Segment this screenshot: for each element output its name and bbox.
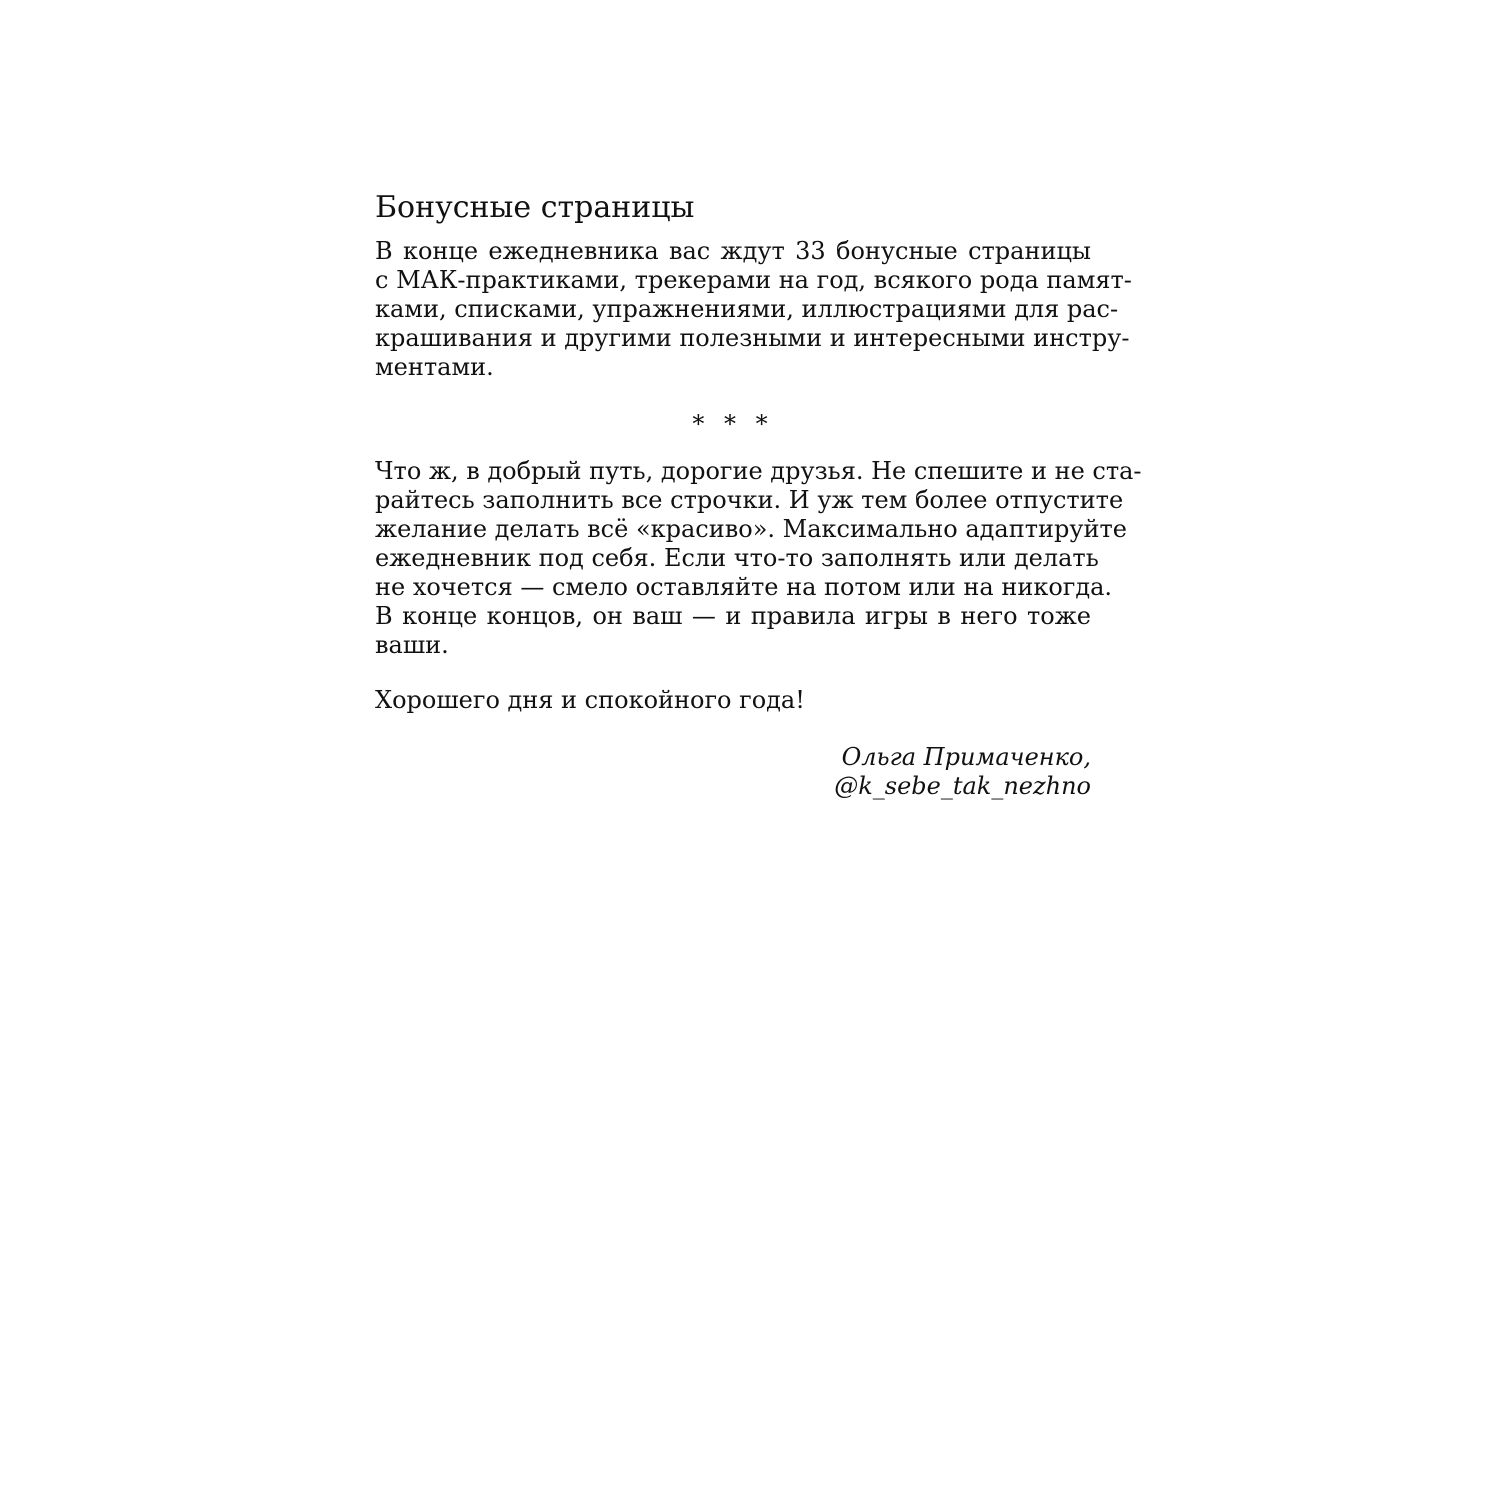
paragraph-line: ками, списками, упражнениями, иллюстрациями для рас- <box>375 295 1119 323</box>
paragraph-line: райтесь заполнить все строчки. И уж тем более отпустите <box>375 486 1124 514</box>
paragraph-line: Что ж, в добрый путь, дорогие друзья. Не спешите и не ста- <box>375 457 1142 485</box>
paragraph-line: В конце концов, он ваш — и правила игры в него тоже <box>375 602 1091 630</box>
paragraph-line: ежедневник под себя. Если что-то заполнять или делать <box>375 544 1099 572</box>
paragraph-line: не хочется — смело оставляйте на потом или на никогда. <box>375 573 1113 601</box>
section-heading: Бонусные страницы <box>375 190 695 225</box>
paragraph-line: В конце ежедневника вас ждут 33 бонусные страницы <box>375 237 1091 265</box>
signature-handle: @k_sebe_tak_nezhno <box>834 772 1091 800</box>
section-separator: * * * <box>692 410 774 438</box>
paragraph-line: крашивания и другими полезными и интересными инстру- <box>375 324 1130 352</box>
paragraph-line: ментами. <box>375 353 494 381</box>
paragraph-line: желание делать всё «красиво». Максимально адаптируйте <box>375 515 1127 543</box>
paragraph-line: с МАК-практиками, трекерами на год, всякого рода памят- <box>375 266 1132 294</box>
closing-line: Хорошего дня и спокойного года! <box>375 686 805 714</box>
signature-name: Ольга Примаченко, <box>841 743 1091 771</box>
paragraph-line: ваши. <box>375 631 449 659</box>
